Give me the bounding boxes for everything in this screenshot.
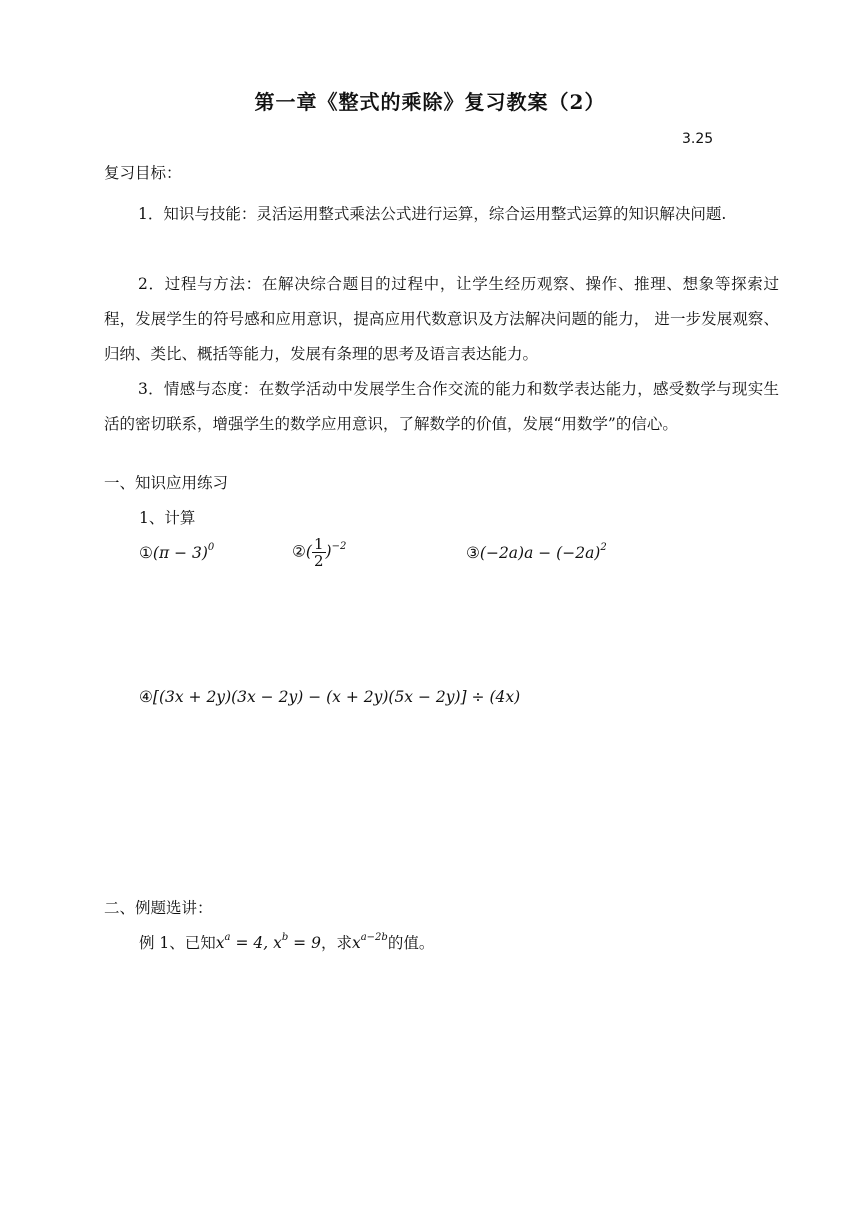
section1-heading: 一、知识应用练习 <box>104 474 229 492</box>
problem-1 <box>139 544 214 562</box>
problem-2-exponent: −2 <box>331 540 347 552</box>
problem-4-label: ④ <box>139 688 153 706</box>
objective-2: 2．过程与方法：在解决综合题目的过程中，让学生经历观察、操作、推理、想象等探索过程，发展学生的符号感和应用意识，提高应用代数意识及方法解决问题的能力， 进一步发展观察、归纳、类比、概括等能力，发展有条理的思考及语言表达能力。 <box>104 275 779 363</box>
problem-1-expression: (π − 3) <box>152 544 208 562</box>
page-title: 第一章《整式的乘除》复习教案（2） <box>254 90 606 114</box>
objectives-heading: 复习目标： <box>104 164 182 182</box>
problem-2-label: ② <box>292 542 306 561</box>
problem-1-exponent: 0 <box>207 542 215 553</box>
example-1: 例 1、已知$x^a = 4$, $x^b = 9$，求$x^{a-2b}$的值。 <box>139 932 435 952</box>
problem-4 <box>139 688 520 706</box>
section2-heading: 二、例题选讲： <box>104 899 213 917</box>
problem-4-expression: [(3x + 2y)(3x − 2y) − (x + 2y)(5x − 2y)] ÷ (4x) <box>152 688 521 706</box>
problem-2-fraction: $\frac{1}{2}$ <box>313 535 324 570</box>
problem-3-expression: (−2a)a − (−2a) <box>479 544 601 562</box>
problem-1-label: ① <box>139 544 153 562</box>
problem-3 <box>466 544 607 562</box>
problem-3-label: ③ <box>466 544 480 562</box>
problem-3-exponent: 2 <box>600 542 607 553</box>
date-label: 3.25 <box>682 131 714 147</box>
objective-3: 3．情感与态度：在数学活动中发展学生合作交流的能力和数学表达能力，感受数学与现实生活的密切联系，增强学生的数学应用意识，了解数学的价值，发展“用数学”的信心。 <box>104 380 779 433</box>
objective-1: 1．知识与技能：灵活运用整式乘法公式进行运算，综合运用整式运算的知识解决问题. <box>138 205 727 223</box>
problem-2: ②( $\frac{1}{2}$ )$^{-2}$ <box>292 535 347 570</box>
section1-subheading: 1、计算 <box>139 509 196 527</box>
